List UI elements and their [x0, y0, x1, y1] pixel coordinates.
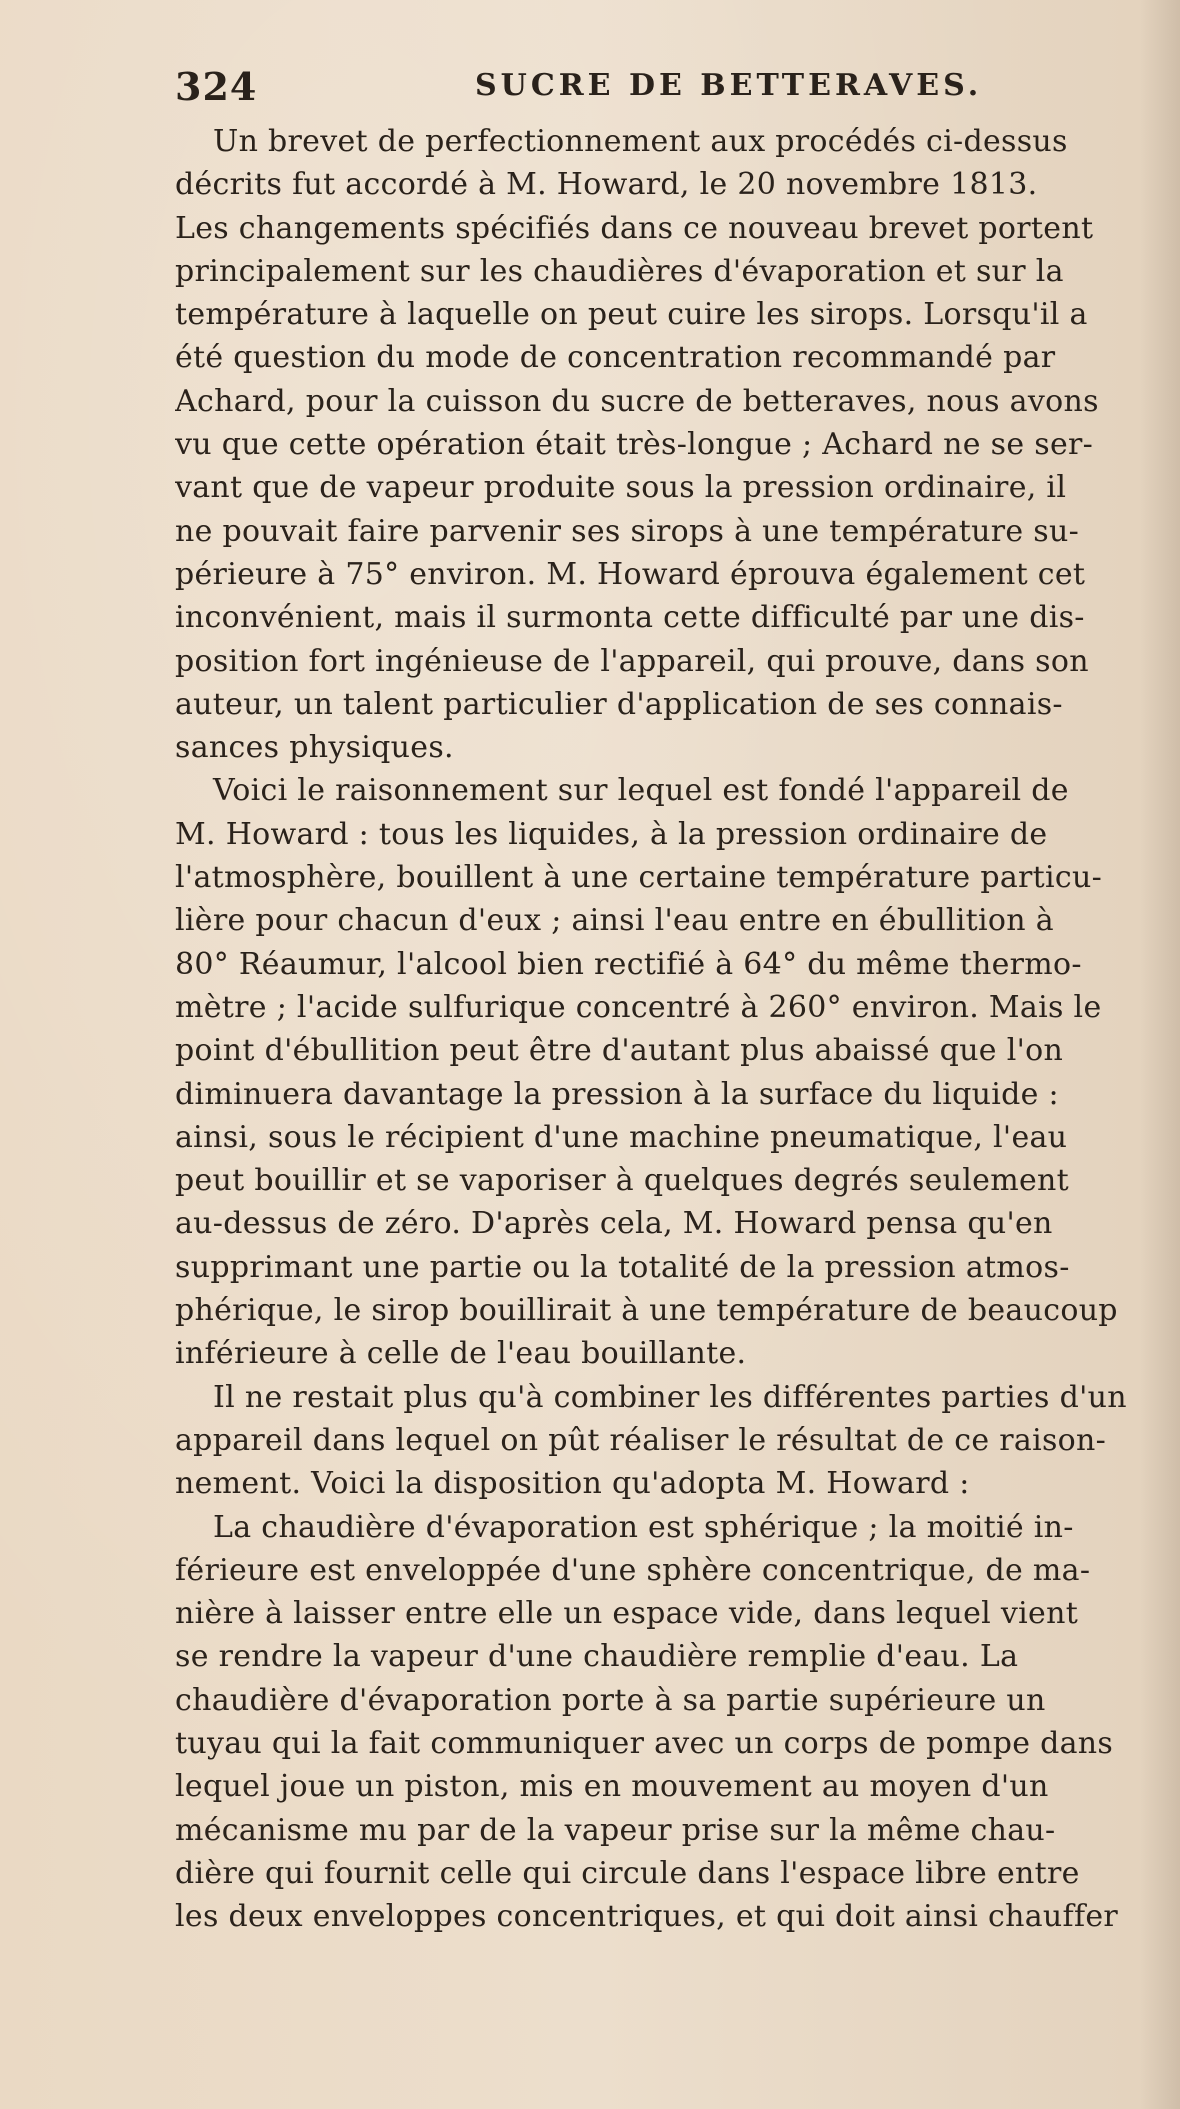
text-line: ne pouvait faire parvenir ses sirops à une température su-: [175, 513, 1080, 549]
text-line: peut bouillir et se vaporiser à quelques degrés seulement: [175, 1163, 1069, 1199]
text-line: phérique, le sirop bouillirait à une température de beaucoup: [175, 1293, 1118, 1329]
text-line: position fort ingénieuse de l'appareil, qui prouve, dans son: [175, 643, 1089, 679]
text-line: Un brevet de perfectionnement aux procédés ci-dessus: [213, 124, 1068, 159]
running-head: SUCRE DE BETTERAVES.: [475, 68, 983, 103]
page-header: [175, 64, 1115, 124]
text-line: décrits fut accordé à M. Howard, le 20 novembre 1813.: [175, 167, 1038, 203]
page-number: 324: [175, 64, 258, 109]
text-line: La chaudière d'évaporation est sphérique ; la moitié in-: [213, 1509, 1074, 1545]
text-line: dière qui fournit celle qui circule dans l'espace libre entre: [175, 1855, 1080, 1891]
text-line: tuyau qui la fait communiquer avec un corps de pompe dans: [175, 1725, 1114, 1761]
text-line: ainsi, sous le récipient d'une machine pneumatique, l'eau: [175, 1119, 1068, 1155]
text-line: nière à laisser entre elle un espace vide, dans lequel vient: [175, 1596, 1079, 1632]
text-line: l'atmosphère, bouillent à une certaine température particu-: [175, 860, 1103, 896]
text-line: température à laquelle on peut cuire les sirops. Lorsqu'il a: [175, 297, 1088, 333]
text-line: vant que de vapeur produite sous la pression ordinaire, il: [175, 470, 1067, 506]
text-line: lequel joue un piston, mis en mouvement au moyen d'un: [175, 1769, 1049, 1805]
text-line: inconvénient, mais il surmonta cette difficulté par une dis-: [175, 600, 1085, 636]
text-line: Voici le raisonnement sur lequel est fondé l'appareil de: [213, 773, 1069, 809]
text-line: appareil dans lequel on pût réaliser le résultat de ce raison-: [175, 1422, 1107, 1458]
text-line: vu que cette opération était très-longue ; Achard ne se ser-: [175, 427, 1094, 463]
text-line: nement. Voici la disposition qu'adopta M. Howard :: [175, 1466, 970, 1502]
text-line: point d'ébullition peut être d'autant plus abaissé que l'on: [175, 1033, 1064, 1069]
text-line: les deux enveloppes concentriques, et qui doit ainsi chauffer: [175, 1899, 1119, 1935]
text-line: Achard, pour la cuisson du sucre de betteraves, nous avons: [175, 383, 1099, 419]
text-line: sances physiques.: [175, 730, 454, 766]
text-line: diminuera davantage la pression à la surface du liquide :: [175, 1076, 1059, 1112]
text-line: inférieure à celle de l'eau bouillante.: [175, 1336, 747, 1372]
text-line: chaudière d'évaporation porte à sa partie supérieure un: [175, 1682, 1046, 1718]
text-line: Il ne restait plus qu'à combiner les différentes parties d'un: [213, 1379, 1127, 1415]
text-line: férieure est enveloppée d'une sphère concentrique, de ma-: [175, 1552, 1091, 1588]
page-edge-shadow: [1140, 0, 1180, 2109]
text-line: M. Howard : tous les liquides, à la pression ordinaire de: [175, 816, 1048, 852]
text-line: périeure à 75° environ. M. Howard éprouva également cet: [175, 556, 1086, 592]
text-line: 80° Réaumur, l'alcool bien rectifié à 64° du même thermo-: [175, 946, 1082, 982]
text-line: auteur, un talent particulier d'application de ses connais-: [175, 686, 1063, 722]
text-line: se rendre la vapeur d'une chaudière remplie d'eau. La: [175, 1639, 1019, 1675]
text-line: Les changements spécifiés dans ce nouveau brevet portent: [175, 210, 1094, 246]
text-line: lière pour chacun d'eux ; ainsi l'eau entre en ébullition à: [175, 903, 1054, 939]
text-line: été question du mode de concentration recommandé par: [175, 340, 1056, 376]
text-line: au-dessus de zéro. D'après cela, M. Howard pensa qu'en: [175, 1206, 1053, 1242]
text-line: mécanisme mu par de la vapeur prise sur la même chau-: [175, 1812, 1056, 1848]
text-line: supprimant une partie ou la totalité de la pression atmos-: [175, 1249, 1070, 1285]
text-line: mètre ; l'acide sulfurique concentré à 260° environ. Mais le: [175, 989, 1102, 1025]
text-line: principalement sur les chaudières d'évaporation et sur la: [175, 253, 1064, 289]
body-text: [175, 120, 1180, 1938]
